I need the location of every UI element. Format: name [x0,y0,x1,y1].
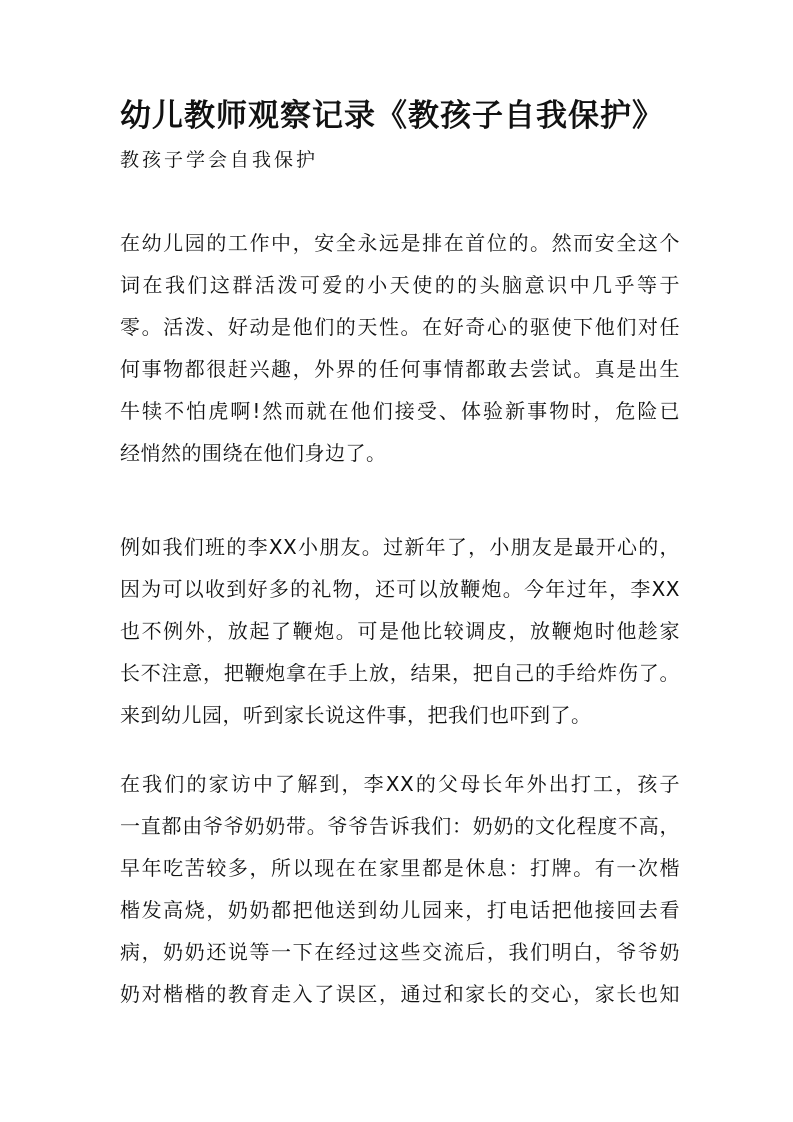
paragraph-1 [120,222,680,474]
document-subtitle: 教孩子学会自我保护 [120,149,319,171]
paragraph-line: 词在我们这群活泼可爱的小天使的的头脑意识中几乎等于 [120,273,680,297]
paragraph-line: 在幼儿园的工作中，安全永远是排在首位的。然而安全这个 [120,231,680,255]
paragraph-line: 也不例外，放起了鞭炮。可是他比较调皮，放鞭炮时他趁家 [120,619,680,643]
paragraph-line: 何事物都很赶兴趣，外界的任何事情都敢去尝试。真是出生 [120,357,680,381]
paragraph-2 [120,526,680,736]
paragraph-line: 牛犊不怕虎啊!然而就在他们接受、体验新事物时，危险已 [120,399,680,423]
paragraph-line: 一直都由爷爷奶奶带。爷爷告诉我们：奶奶的文化程度不高， [120,814,680,838]
paragraph-line: 奶对楷楷的教育走入了误区，通过和家长的交心，家长也知 [120,982,680,1006]
paragraph-line: 经悄然的围绕在他们身边了。 [120,441,387,465]
paragraph-line: 零。活泼、好动是他们的天性。在好奇心的驱使下他们对任 [120,315,680,339]
paragraph-line: 长不注意，把鞭炮拿在手上放，结果，把自己的手给炸伤了。 [120,661,680,685]
paragraph-line: 因为可以收到好多的礼物，还可以放鞭炮。今年过年，李XX [120,577,680,601]
paragraph-line: 例如我们班的李XX小朋友。过新年了，小朋友是最开心的， [120,535,680,559]
paragraph-line: 来到幼儿园，听到家长说这件事，把我们也吓到了。 [120,703,592,727]
paragraph-3 [120,763,680,1015]
paragraph-line: 在我们的家访中了解到，李XX的父母长年外出打工，孩子 [120,772,680,796]
paragraph-line: 楷发高烧，奶奶都把他送到幼儿园来，打电话把他接回去看 [120,898,680,922]
document-title: 幼儿教师观察记录《教孩子自我保护》 [120,98,664,134]
paragraph-line: 早年吃苦较多，所以现在在家里都是休息：打牌。有一次楷 [120,856,680,880]
paragraph-line: 病，奶奶还说等一下在经过这些交流后，我们明白，爷爷奶 [120,940,680,964]
